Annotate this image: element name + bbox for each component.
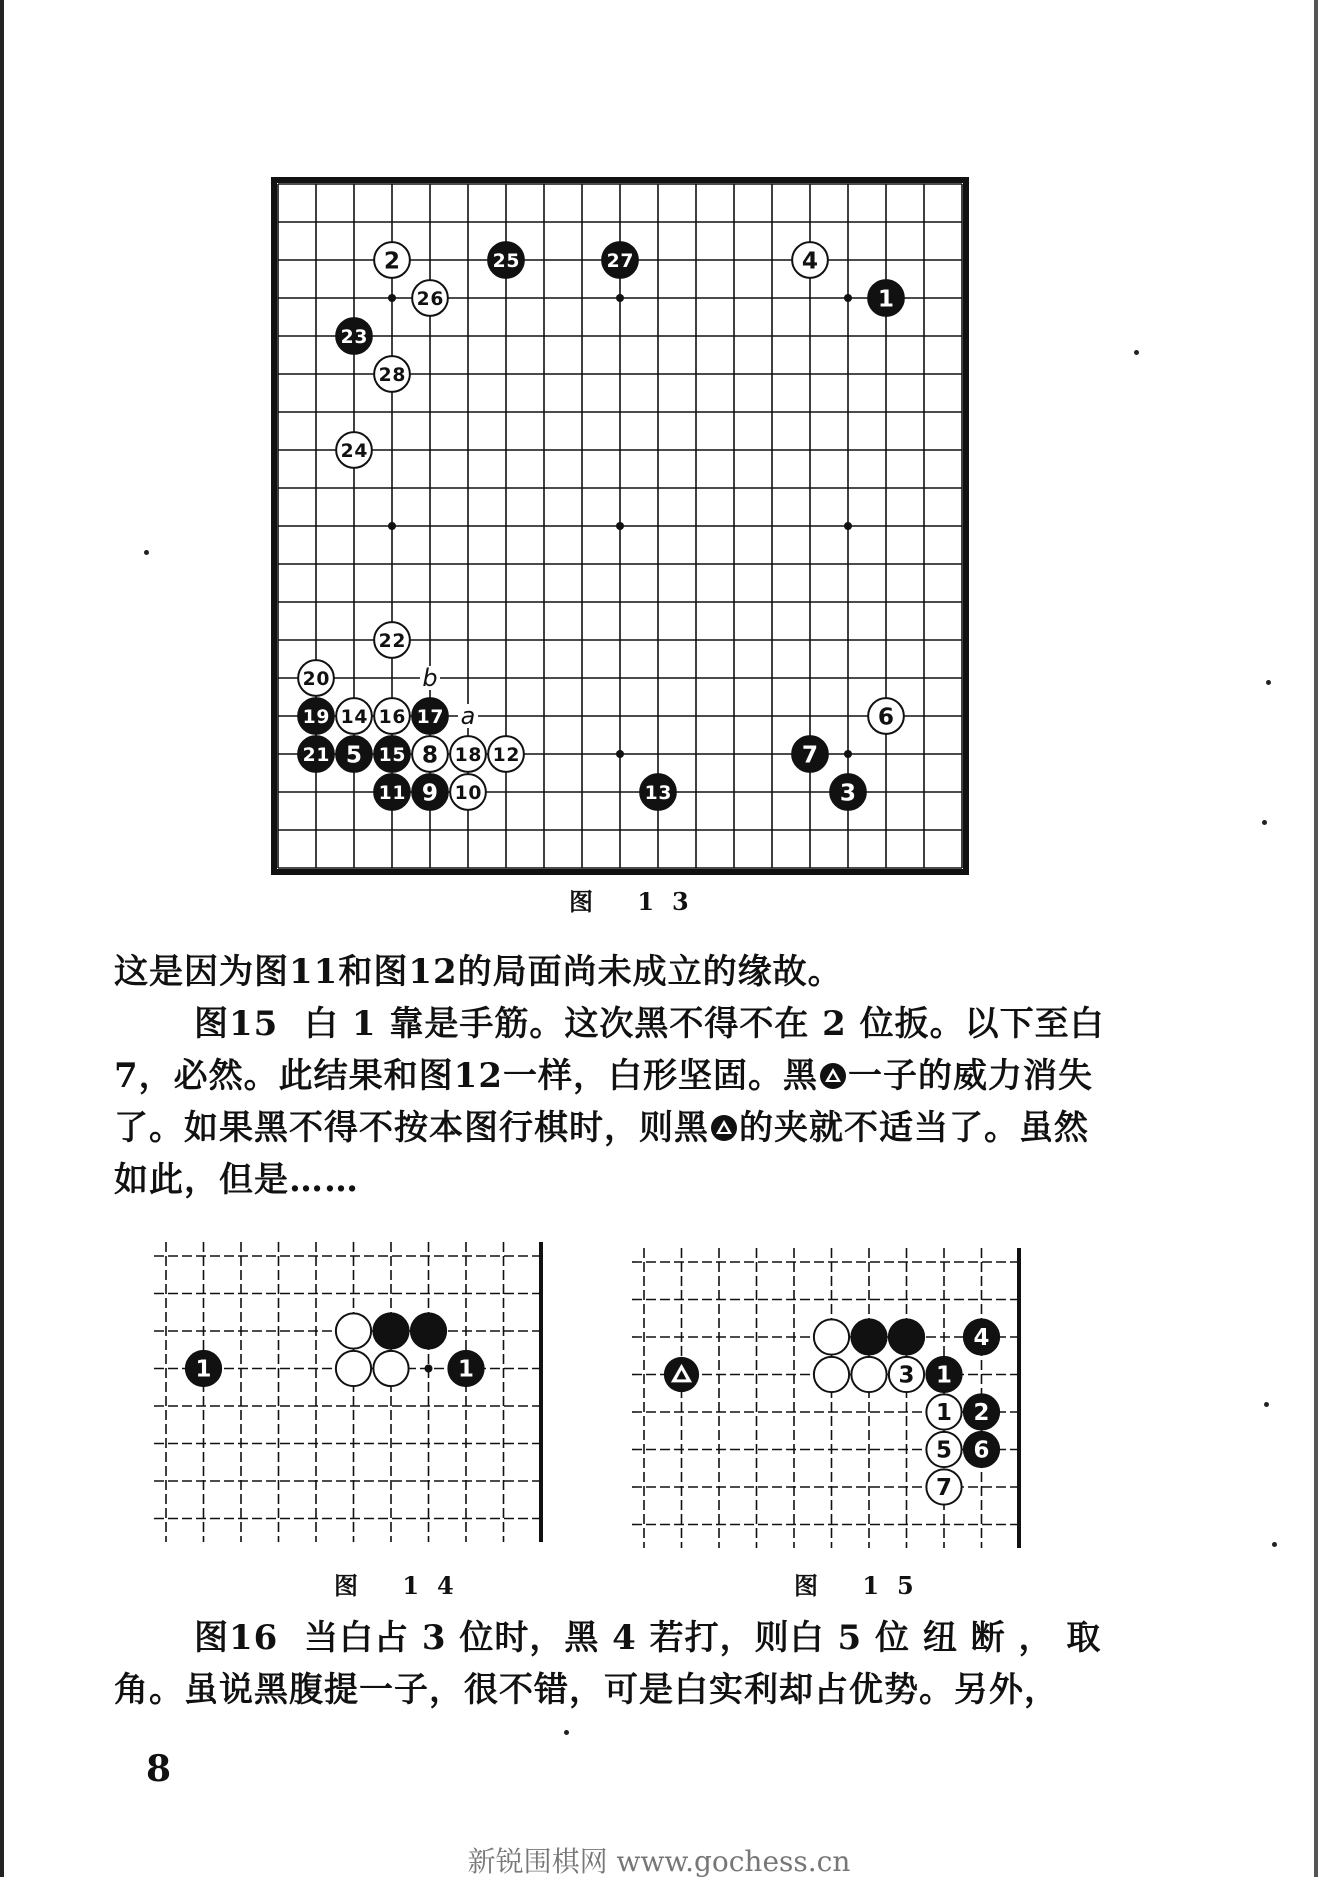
star-point [616,750,624,758]
paragraph-3-label: 图16 [194,1618,279,1658]
star-point [388,522,396,530]
scan-speck [1266,680,1271,685]
white-stone [298,660,334,696]
move-number: 21 [302,744,330,766]
move-number: 11 [378,782,406,804]
scan-speck [144,550,149,555]
move-number: 5 [345,741,363,769]
paragraph-2-text-b: 一子的威力消失了。如果黑不得不按本图行棋时，则黑 [114,1056,1093,1148]
black-stone [792,736,828,772]
move-number: 25 [492,250,520,272]
move-number: 26 [416,288,444,310]
move-number: 4 [801,247,819,275]
paragraph-3-text: 当白占 3 位时，黑 4 若打，则白 5 位 纽 断 ， 取角。虽说黑腹提一子，很不错，可是白实利却占优势。另外， [114,1618,1102,1710]
paragraph-2-label: 图15 [194,1004,279,1044]
black-stone [964,1394,999,1429]
black-stone [412,698,448,734]
black-triangle-stone-icon [818,1061,848,1091]
white-stone [868,698,904,734]
white-stone [336,1351,371,1386]
white-stone [889,1357,924,1392]
star-point [844,294,852,302]
move-number: 1 [936,1362,952,1389]
white-stone [450,736,486,772]
star-point [616,522,624,530]
white-stone [412,736,448,772]
white-stone [374,356,410,392]
black-stone [926,1357,961,1392]
scan-speck [1272,1542,1277,1547]
letter-mark: b [422,664,438,692]
white-stone [851,1357,886,1392]
paragraph-2-text-c: 的夹就不适当了。虽然如此，但是…… [114,1108,1089,1200]
star-point [616,294,624,302]
move-number: 8 [421,741,439,769]
move-number: 20 [302,668,330,690]
move-number: 6 [973,1437,990,1464]
move-number: 2 [383,247,401,275]
move-number: 3 [839,779,857,807]
white-stone [792,242,828,278]
scan-speck [564,1730,569,1735]
black-stone [640,774,676,810]
move-number: 7 [936,1475,952,1502]
white-stone [412,280,448,316]
book-page [4,0,1314,1877]
move-number: 1 [458,1356,474,1383]
scan-speck [1134,350,1139,355]
white-stone [488,736,524,772]
black-stone [298,698,334,734]
white-stone [814,1319,849,1354]
white-stone [926,1432,961,1467]
star-point [844,522,852,530]
white-stone [926,1394,961,1429]
black-stone [964,1432,999,1467]
move-number: 3 [898,1362,915,1389]
white-stone [374,242,410,278]
white-stone [926,1469,961,1504]
white-stone [814,1357,849,1392]
star-point [844,750,852,758]
move-number: 23 [340,326,368,348]
black-stone [411,1313,446,1348]
black-stone [374,774,410,810]
move-number: 7 [801,741,819,769]
go-diagram-fig15 [632,1248,1042,1548]
body-text-lower [114,1612,1114,1716]
move-number: 2 [973,1400,990,1427]
move-number: 22 [378,630,406,652]
white-stone [373,1351,408,1386]
move-number: 13 [644,782,672,804]
page-right-border [1314,0,1318,1877]
fig15-caption: 图 15 [794,1571,932,1600]
black-stone [488,242,524,278]
move-number: 27 [606,250,634,272]
white-stone [374,698,410,734]
move-number: 1 [877,285,895,313]
move-number: 5 [936,1437,952,1464]
black-stone [448,1351,483,1386]
move-number: 15 [378,744,406,766]
black-stone [298,736,334,772]
white-stone [336,1313,371,1348]
black-stone [664,1357,699,1392]
black-stone [374,736,410,772]
star-point [388,294,396,302]
paragraph-2-text-a: 白 1 靠是手筋。这次黑不得不在 2 位扳。以下至白 7，必然。此结果和图12一样，白形坚固。黑 [114,1004,1105,1096]
paragraph-3 [114,1612,1114,1716]
move-number: 12 [492,744,520,766]
fig13-caption: 图 13 [569,887,707,916]
move-number: 14 [340,706,368,728]
move-number: 19 [302,706,330,728]
white-stone [336,432,372,468]
black-stone [889,1319,924,1354]
move-number: 4 [973,1325,990,1352]
body-text-upper [114,946,1114,1206]
white-stone [374,622,410,658]
black-stone [964,1319,999,1354]
go-diagram-fig13 [270,176,970,876]
black-stone [830,774,866,810]
move-number: 9 [421,779,439,807]
scan-speck [1264,1402,1269,1407]
move-number: 24 [340,440,368,462]
move-number: 6 [877,703,895,731]
site-watermark: 新锐围棋网 www.gochess.cn [467,1845,851,1878]
star-point [425,1365,433,1373]
black-stone [602,242,638,278]
fig14-caption: 图 14 [334,1571,472,1600]
black-stone [373,1313,408,1348]
white-stone [450,774,486,810]
move-number: 1 [195,1356,212,1383]
move-number: 1 [936,1400,952,1427]
paragraph-2 [114,998,1114,1206]
black-stone [186,1351,221,1386]
black-stone [851,1319,886,1354]
page-number: 8 [146,1748,172,1790]
black-stone [868,280,904,316]
letter-mark: a [460,702,476,730]
black-stone [336,318,372,354]
black-stone [412,774,448,810]
white-stone [336,698,372,734]
go-diagram-fig14 [154,1242,564,1542]
scan-speck [1262,820,1267,825]
black-triangle-stone-icon [709,1113,739,1143]
paragraph-1: 这是因为图11和图12的局面尚未成立的缘故。 [114,952,843,992]
move-number: 28 [378,364,406,386]
move-number: 10 [454,782,482,804]
move-number: 17 [416,706,444,728]
move-number: 16 [378,706,406,728]
move-number: 18 [454,744,482,766]
black-stone [336,736,372,772]
